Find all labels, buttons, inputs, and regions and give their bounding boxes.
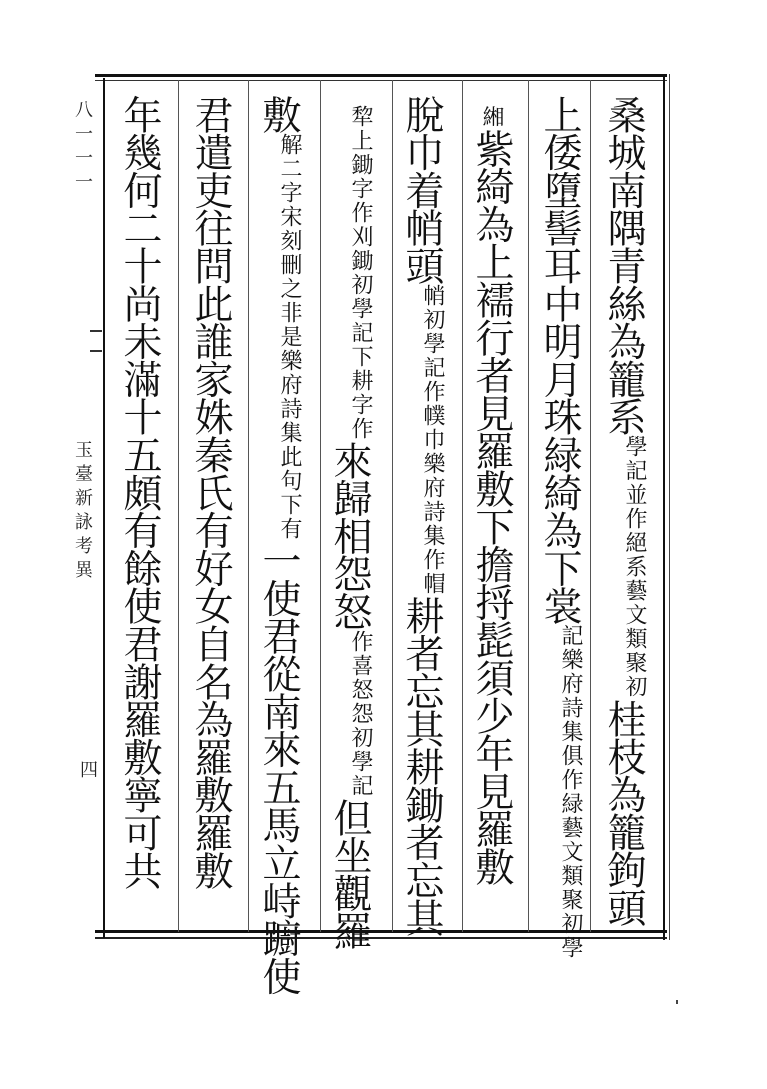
main-text: 但坐觀羅: [327, 798, 372, 950]
annotation-right: 鋤初學記下耕字作: [348, 249, 373, 441]
main-text: 桂枝為籠鉤頭: [601, 699, 646, 927]
annotation-left: 解二字宋刻刪之非是: [277, 132, 302, 349]
gutter-page-number: [74, 760, 100, 778]
main-text: 君遣吏往問此誰家姝秦氏有好女自名為羅敷羅敷: [188, 95, 233, 889]
column-separator: [392, 80, 393, 932]
column-separator: [178, 80, 179, 932]
annotation-right: 樂府詩集此句下有: [277, 348, 302, 541]
column-separator: [248, 80, 249, 932]
gutter-rule: [90, 330, 102, 332]
gutter-top-text: 八一一一: [72, 100, 93, 196]
text-column-7: [187, 95, 233, 889]
book-title: 玉臺新詠考異: [72, 440, 93, 584]
text-column-4: [398, 95, 444, 936]
frame-right-rule-outer: [669, 74, 670, 940]
annotation-left: 帩初學記作幞: [420, 284, 445, 429]
text-column-5: [326, 105, 372, 949]
gutter-rule: [90, 350, 102, 352]
annotation-note: [348, 105, 372, 441]
annotation-note: [348, 630, 372, 798]
frame-right-rule: [663, 74, 665, 940]
text-column-3: [468, 105, 514, 885]
text-column-8: [116, 95, 162, 889]
column-separator: [462, 80, 463, 932]
annotation-left: 作喜怒: [348, 630, 373, 703]
column-separator: [528, 80, 529, 932]
main-text: 耕者忘其耕鋤者忘其: [399, 596, 444, 937]
main-text: 年幾何二十尚未滿十五頗有餘使君謝羅敷寧可共: [117, 95, 162, 889]
frame-top-rule: [95, 74, 667, 77]
gutter-title: [72, 440, 92, 584]
page-number: 四: [77, 760, 98, 778]
annotation-right: 巾樂府詩集作帽: [420, 428, 445, 597]
main-text: 桑城南隅青絲為籠系: [601, 95, 646, 436]
annotation-right: 系藝文類聚初: [622, 555, 647, 700]
main-text: 脫巾着帩頭: [399, 95, 444, 285]
frame-left-rule: [103, 78, 105, 938]
main-text: 紫綺為上襦行者見羅敷下擔捋髭須少年見羅敷: [469, 129, 514, 886]
annotation-note: [420, 284, 444, 596]
annotation-left: 記樂府詩集俱作: [558, 624, 583, 793]
annotation-note: [622, 435, 646, 699]
gutter-marks: [72, 100, 92, 196]
text-column-6: [255, 95, 301, 994]
column-separator: [320, 80, 321, 932]
main-text: 敷: [256, 95, 301, 133]
margin-dot: [676, 1000, 678, 1004]
main-text: 一使君從南來五馬立峙躕使: [256, 540, 301, 995]
main-text: 來歸相怨怒: [327, 441, 372, 631]
annotation-right: 緑藝文類聚初學: [558, 792, 583, 961]
text-column-2: [536, 95, 582, 960]
column-separator: [590, 80, 591, 932]
annotation-left: 犂上鋤字作刈: [348, 105, 373, 249]
text-column-1: [600, 95, 646, 926]
annotation-note: [558, 624, 582, 960]
frame-top-rule-inner: [95, 80, 667, 81]
annotation-left: 學記並作絕: [622, 435, 647, 556]
annotation-right: 怨初學記: [348, 702, 373, 799]
annotation-note: 緗: [479, 105, 504, 129]
annotation-note: [277, 133, 301, 541]
main-text: 上倭墮髻耳中明月珠緑綺為下裳: [537, 95, 582, 625]
